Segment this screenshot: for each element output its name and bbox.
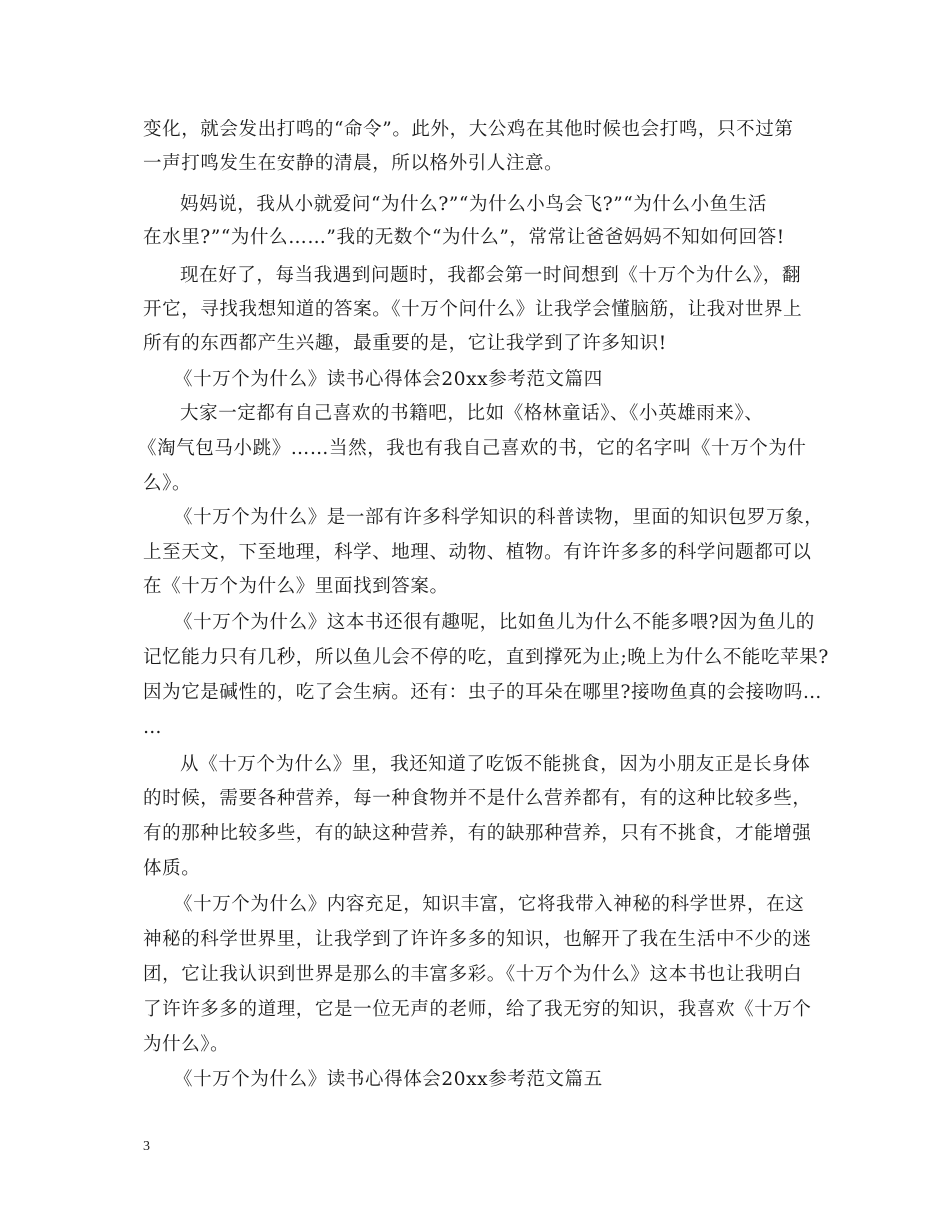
text-line: 现在好了，每当我遇到问题时，我都会第一时间想到《十万个为什么》，翻 (180, 265, 802, 286)
text-line: 么》。 (143, 473, 192, 494)
text-line: 妈妈说，我从小就爱问“为什么?”“为什么小鸟会飞?”“为什么小鱼生活 (180, 194, 768, 215)
text-line: 一声打鸣发生在安静的清晨，所以格外引人注意。 (143, 153, 564, 174)
text-line: 上至天文，下至地理，科学、地理、动物、植物。有许许多多的科学问题都可以 (143, 542, 812, 563)
text-line: 《十万个为什么》内容充足，知识丰富，它将我带入神秘的科学世界，在这 (174, 894, 805, 915)
page-number: 3 (143, 1139, 150, 1154)
text-line: 所有的东西都产生兴趣，最重要的是，它让我学到了许多知识! (143, 333, 667, 354)
text-line: 《淘气包马小跳》……当然，我也有我自己喜欢的书，它的名字叫《十万个为什 (138, 438, 807, 459)
text-line: 神秘的科学世界里，让我学到了许许多多的知识，也解开了我在生活中不少的迷 (143, 929, 812, 950)
text-line: 有的那种比较多些，有的缺这种营养，有的缺那种营养，只有不挑食，才能增强 (143, 823, 812, 844)
text-line: 为什么》。 (143, 1034, 230, 1055)
text-line: 从《十万个为什么》里，我还知道了吃饭不能挑食，因为小朋友正是长身体 (180, 754, 811, 775)
text-line: 团，它让我认识到世界是那么的丰富多彩。《十万个为什么》这本书也让我明白 (143, 964, 803, 985)
text-line: 大家一定都有自己喜欢的书籍吧，比如《格林童话》、《小英雄雨来》、 (180, 403, 764, 424)
text-line: 了许许多多的道理，它是一位无声的老师，给了我无穷的知识，我喜欢《十万个 (143, 999, 812, 1020)
text-line: 在《十万个为什么》里面找到答案。 (143, 576, 449, 597)
text-line: 《十万个为什么》这本书还很有趣呢，比如鱼儿为什么不能多喂?因为鱼儿的 (174, 612, 815, 633)
text-line: 《十万个为什么》是一部有许多科学知识的科普读物，里面的知识包罗万象， (174, 507, 824, 528)
text-line: 在水里?”“为什么……”我的无数个“为什么”，常常让爸爸妈妈不知如何回答! (143, 227, 785, 248)
text-line: 变化，就会发出打鸣的“命令”。此外，大公鸡在其他时候也会打鸣，只不过第 (143, 119, 794, 140)
section-heading: 《十万个为什么》读书心得体会20xx参考范文篇四 (174, 369, 603, 390)
section-heading: 《十万个为什么》读书心得体会20xx参考范文篇五 (174, 1069, 603, 1090)
text-line: 体质。 (143, 858, 201, 879)
text-line: 记忆能力只有几秒，所以鱼儿会不停的吃，直到撑死为止;晚上为什么不能吃苹果? (143, 647, 829, 668)
text-line: 因为它是碱性的，吃了会生病。还有：虫子的耳朵在哪里?接吻鱼真的会接吻吗… (143, 682, 823, 703)
text-line: 的时候，需要各种营养，每一种食物并不是什么营养都有，有的这种比较多些， (143, 788, 812, 809)
text-line: 开它，寻找我想知道的答案。《十万个问什么》让我学会懂脑筋，让我对世界上 (143, 299, 803, 320)
text-line: … (143, 717, 163, 738)
